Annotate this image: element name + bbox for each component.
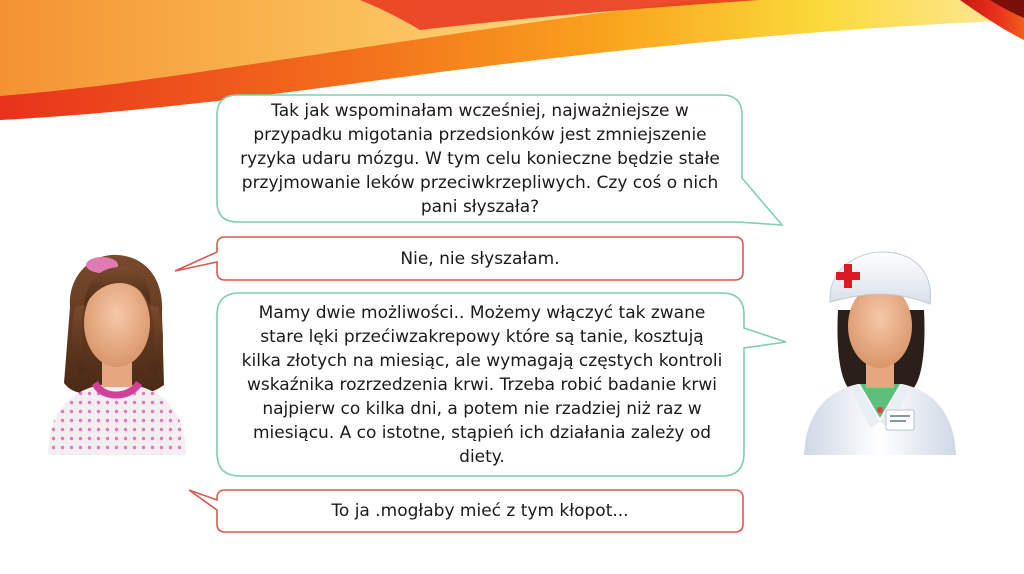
nurse-bubble-2-text	[238, 297, 726, 473]
nurse-bubble-1-text	[230, 98, 730, 220]
patient-bubble-2-text	[230, 491, 730, 531]
patient-message-1: Nie, nie słyszałam.	[400, 249, 560, 269]
nurse-icon	[800, 240, 960, 455]
patient-message-2: To ja .mogłaby mieć z tym kłopot...	[331, 501, 629, 521]
nurse-message-1: Tak jak wspominałam wcześniej, najważniejsze w przypadku migotania przedsionków jest zmniejszenie ryzyka udaru mózgu. W tym celu konieczne będzie stałe przyjmowanie leków przeciwkrzepliwych. Czy coś o nich pani słyszała?	[240, 101, 720, 217]
nurse-message-2: Mamy dwie możliwości.. Możemy włączyć tak zwane stare lęki przećiwzakrepowy które są tanie, kosztują kilka złotych na miesiąc, ale wymagają częstych kontroli wskaźnika rozrzedzenia krwi. Trzeba robić badanie krwi najpierw co kilka dni, a potem nie rzadziej niż raz w miesiącu. A co istotne, stąpień ich działania zależy od diety.	[241, 303, 723, 467]
patient-bubble-1-text	[230, 238, 730, 280]
patient-woman-icon	[40, 245, 190, 455]
